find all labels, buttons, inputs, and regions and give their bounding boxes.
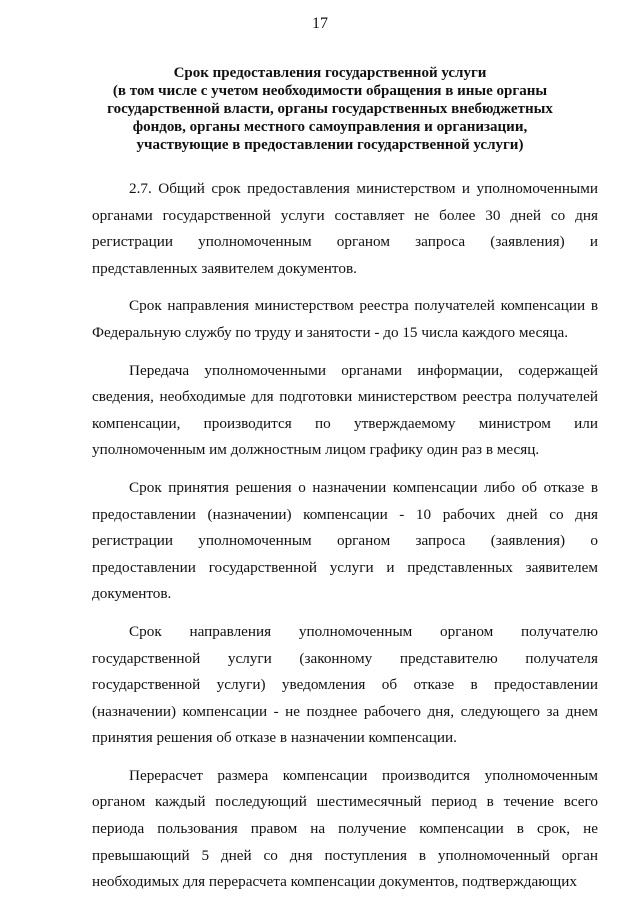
heading-line: участвующие в предоставлении государственной услуги) [136,137,524,153]
body-text [92,176,598,907]
page-number: 17 [312,15,328,32]
heading-line: фондов, органы местного самоуправления и организации, [132,119,528,135]
heading-line: (в том числе с учетом необходимости обращения в иные органы [112,83,548,99]
heading-line: Срок предоставления государственной услуги [173,65,487,81]
paragraph-registry-term: Срок направления министерством реестра получателей компенсации в Федеральную службу по труду и занятости - до 15 числа каждого месяца. [92,297,598,341]
section-heading [100,64,560,154]
heading-line: государственной власти, органы государственных внебюджетных [107,101,553,117]
paragraph-refusal-notice-term: Срок направления уполномоченным органом получателю государственной услуги (законному представителю получателя государственной услуги) уведомления об отказе в предоставлении (назначении) компенсации - не позднее рабочего дня, следующего за днем принятия решения об отказе в назначении компенсации. [92,622,598,747]
paragraph-recalculation: Перерасчет размера компенсации производится уполномоченным органом каждый последующий шестимесячный период в течение всего периода пользования правом на получение компенсации в срок, не превышающий 5 дней со дня поступления в уполномоченный орган необходимых для перерасчета компенсации документов, подтверждающих [92,766,598,891]
paragraph-decision-term: Срок принятия решения о назначении компенсации либо об отказе в предоставлении (назначении) компенсации - 10 рабочих дней со дня регистрации уполномоченным органом запроса (заявления) о предоставлении государственной услуги и представленных заявителем документов. [92,478,598,603]
paragraph-2-7-general-term: 2.7. Общий срок предоставления министерством и уполномоченными органами государственной услуги составляет не более 30 дней со дня регистрации уполномоченным органом запроса (заявления) и представленных заявителем документов. [92,180,598,277]
paragraph-information-transfer: Передача уполномоченными органами информации, содержащей сведения, необходимые для подготовки министерством реестра получателей компенсации, производится по утверждаемому министром или уполномоченным им должностным лицом графику один раз в месяц. [92,361,598,459]
